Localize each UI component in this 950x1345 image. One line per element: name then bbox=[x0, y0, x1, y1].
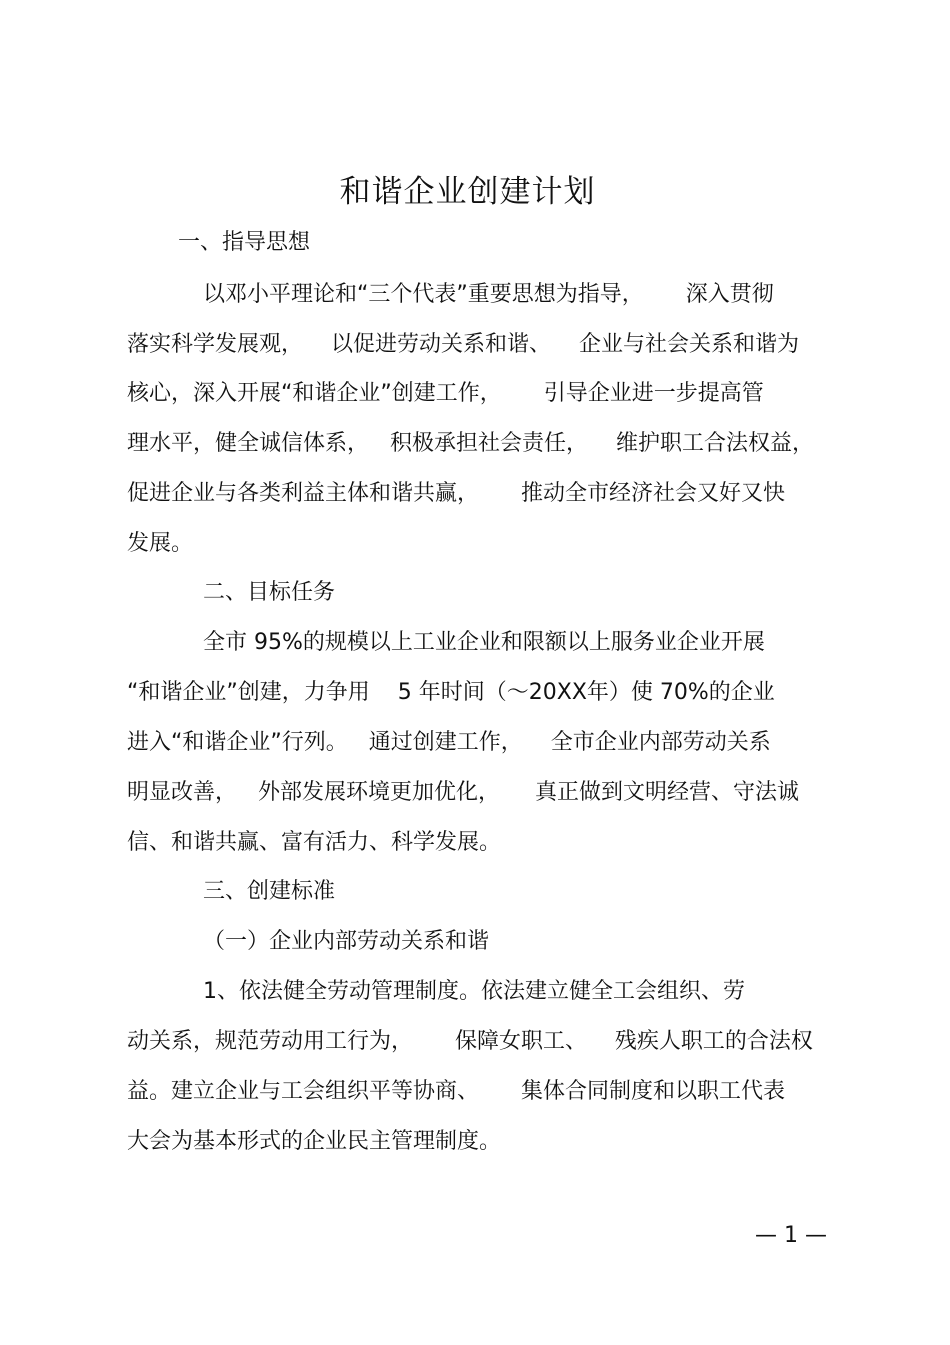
page-number: — 1 — bbox=[755, 1223, 827, 1248]
paragraph-line: 1、依法健全劳动管理制度。依法建立健全工会组织、劳 bbox=[203, 979, 745, 1004]
document-title: 和谐企业创建计划 bbox=[339, 174, 596, 210]
paragraph-line: 发展。 bbox=[127, 531, 194, 556]
section-heading-guiding-ideology: 一、指导思想 bbox=[178, 230, 311, 255]
paragraph-line: 明显改善， 外部发展环境更加优化， 真正做到文明经营、守法诚 bbox=[127, 780, 799, 805]
paragraph-line: 进入“和谐企业”行列。 通过创建工作， 全市企业内部劳动关系 bbox=[127, 730, 771, 755]
section-heading-standards: 三、创建标准 bbox=[203, 879, 336, 904]
paragraph-line: “和谐企业”创建，力争用 5 年时间（～20XX年）使 70%的企业 bbox=[127, 680, 775, 705]
paragraph-line: 大会为基本形式的企业民主管理制度。 bbox=[127, 1129, 502, 1154]
paragraph-line: 理水平，健全诚信体系， 积极承担社会责任， 维护职工合法权益， bbox=[127, 431, 814, 456]
paragraph-line: 益。建立企业与工会组织平等协商、 集体合同制度和以职工代表 bbox=[127, 1079, 785, 1104]
section-heading-goals: 二、目标任务 bbox=[203, 580, 336, 605]
paragraph-line: 以邓小平理论和“三个代表”重要思想为指导， 深入贯彻 bbox=[203, 282, 774, 307]
paragraph-line: 促进企业与各类利益主体和谐共赢， 推动全市经济社会又好又快 bbox=[127, 481, 785, 506]
paragraph-line: 动关系，规范劳动用工行为， 保障女职工、 残疾人职工的合法权 bbox=[127, 1029, 813, 1054]
paragraph-line: 核心，深入开展“和谐企业”创建工作， 引导企业进一步提高管 bbox=[127, 381, 764, 406]
paragraph-line: 落实科学发展观， 以促进劳动关系和谐、 企业与社会关系和谐为 bbox=[127, 332, 799, 357]
subsection-heading-internal-relations: （一）企业内部劳动关系和谐 bbox=[203, 929, 490, 954]
paragraph-line: 全市 95%的规模以上工业企业和限额以上服务业企业开展 bbox=[203, 630, 765, 655]
paragraph-line: 信、和谐共赢、富有活力、科学发展。 bbox=[127, 830, 502, 855]
